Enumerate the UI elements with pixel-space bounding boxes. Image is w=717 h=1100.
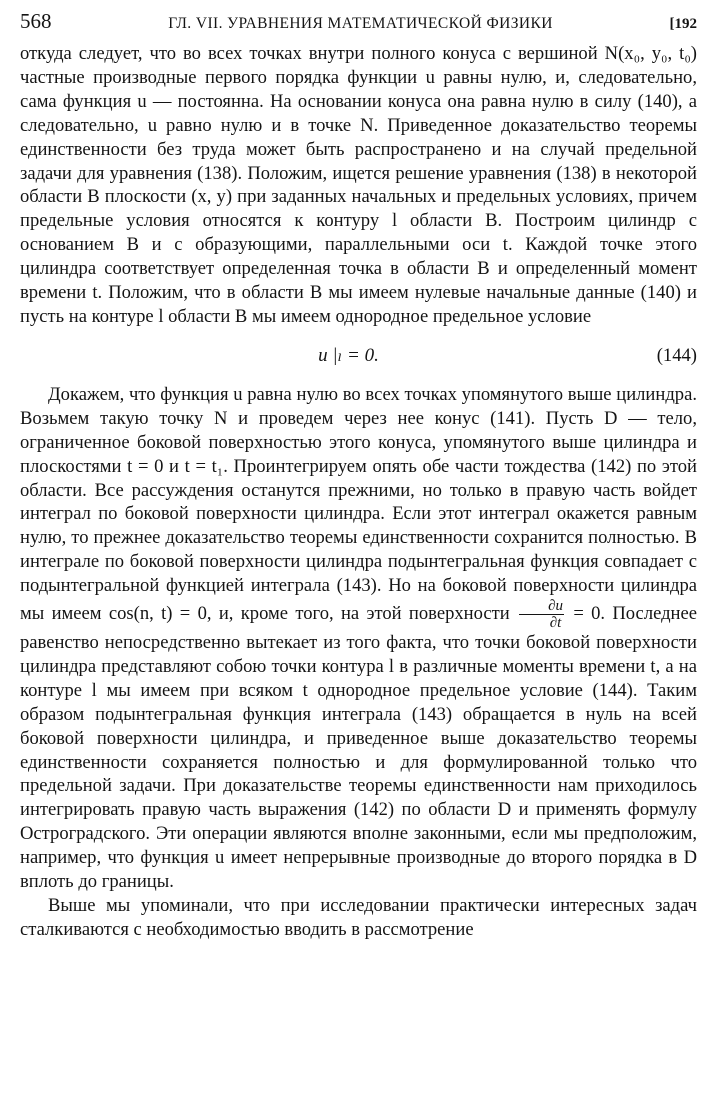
page-number: 568 [20,9,52,33]
formula-144 [20,333,697,379]
paragraph-2-part-1: Докажем, что функция u равна нулю во всех точках упомянутого выше цилиндра. Возьмем такую точку N и проведем через нее конус (141). Пусть D — тело, ограниченное боковой поверхностью этого конуса, упомянутого выше цилиндра и плоскостями t = 0 и t = t₁. Проинтегрируем опять обе части тождества (142) по этой области. Все рассуждения останутся прежними, но только в правую часть войдет интеграл по боковой поверхности цилиндра. Если этот интеграл окажется равным нулю, то прежнее доказательство теоремы единственности сохранится полностью. В интеграле по боковой поверхности цилиндра подынтегральная функция совпадает с подынтегральной функцией интеграла (143). Но на боковой поверхности цилиндра мы имеем cos(n, t) = 0, и, кроме того, на этой поверхности [20,383,697,624]
paragraph-1: откуда следует, что во всех точках внутри полного конуса с вершиной N(x₀, y₀, t₀) частные производные первого порядка функции u равны нулю, и, следовательно, сама функция u — постоянна. На основании конуса она равна нулю в силу (140), а следовательно, u равно нулю и в точке N. Приведенное доказательство теоремы единственности без труда может быть распространено и на случай предельной задачи для уравнения (138). Положим, ищется решение уравнения (138) в некоторой области B плоскости (x, y) при заданных начальных и предельных условиях, причем предельные условия относятся к контуру l области B. Построим цилиндр с основанием B и с образующими, параллельными оси t. Каждой точке этого цилиндра соответствует определенная точка в области B и определенный момент времени t. Положим, что в области B мы имеем нулевые начальные данные (140) и пусть на контуре l области B мы имеем однородное предельное условие [20,43,697,327]
paragraph-2 [20,383,697,894]
fraction-numerator: ∂u [519,598,564,615]
formula-144-expression: u |ₗ = 0. [318,344,379,366]
paragraph-3: Выше мы упоминали, что при исследовании практически интересных задач сталкиваются с необходимостью вводить в рассмотрение [20,895,697,940]
paragraph-2-part-2: = 0. Последнее равенство непосредственно вытекает из того факта, что точки боковой поверхности цилиндра представляют собою точки контура l в различные моменты времени t, а на контуре l мы имеем при всяком t однородное предельное условие (144). Таким образом подынтегральная функция интеграла (143) обращается в нуль на всей боковой поверхности цилиндра, и приведенное выше доказательство теоремы единственности сохраняется полностью и для формулированной только что предельной задачи. При доказательстве теоремы единственности нам приходилось интегрировать правую часть выражения (142) по области D и применять формулу Остроградского. Эти операции являются вполне законными, если мы предположим, например, что функция u имеет непрерывные производные до второго порядка в D вплоть до границы. [20,602,698,893]
section-number: [192 [669,16,697,32]
fraction-denominator: ∂t [549,615,562,632]
equation-number: (144) [656,344,697,366]
running-head: ГЛ. VII. УРАВНЕНИЯ МАТЕМАТИЧЕСКОЙ ФИЗИКИ [168,15,553,32]
page-header [20,10,697,42]
partial-derivative-fraction [519,598,564,631]
